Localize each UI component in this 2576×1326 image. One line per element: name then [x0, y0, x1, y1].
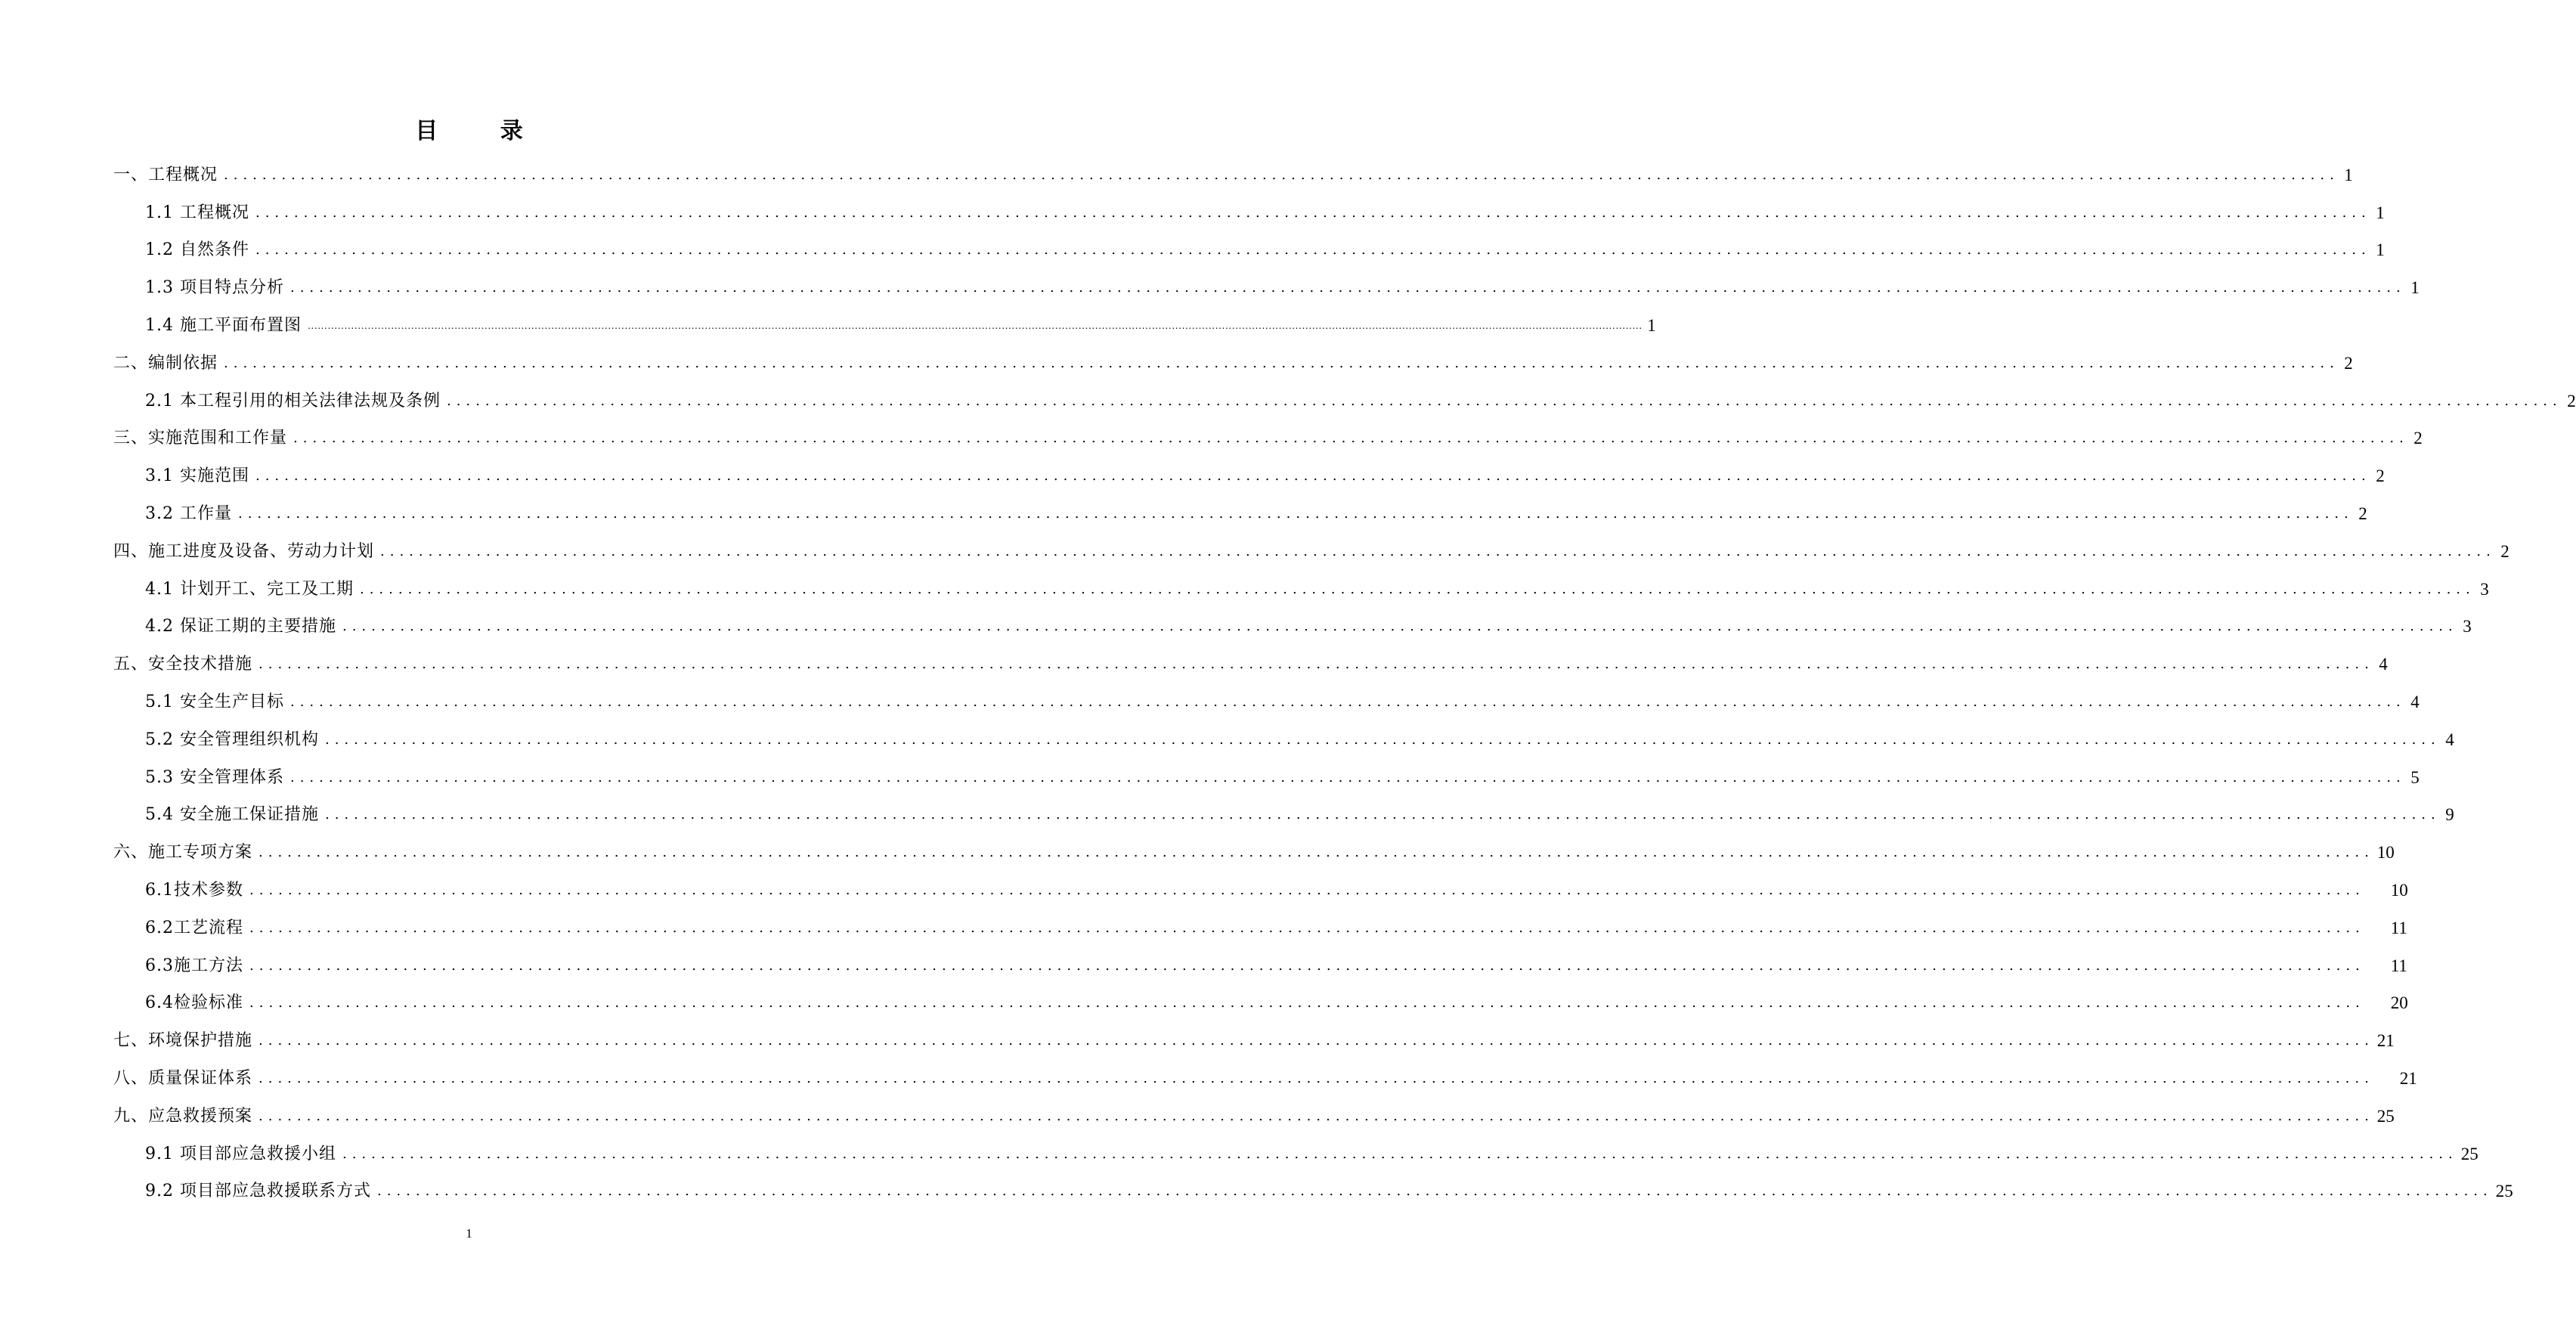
dot-leader: ............................................................................................................................................................................................................................	[359, 581, 2475, 597]
dot-leader: ............................................................................................................................................................................................................................	[259, 1108, 2374, 1124]
toc-entry[interactable]	[113, 683, 2420, 721]
dot-leader: ............................................................................................................................................................................................................................	[324, 731, 2441, 748]
toc-entry[interactable]	[113, 609, 2472, 646]
dot-leader: ............................................................................................................................................................................................................................	[259, 656, 2374, 673]
toc-entry[interactable]	[113, 269, 2420, 307]
toc-entry-page-number: 1	[2376, 203, 2385, 222]
toc-entry[interactable]	[113, 872, 2408, 909]
dot-leader: ............................................................................................................................................................................................................................	[289, 280, 2406, 296]
toc-entry-label: 9.2 项目部应急救援联系方式	[145, 1182, 371, 1201]
dot-leader: ............................................................................................................................................................................................................................	[324, 807, 2441, 823]
dot-leader: ............................................................................................................................................................................................................................	[342, 1145, 2458, 1162]
toc-entry-page-number: 2	[2358, 504, 2367, 524]
toc-entry-page-number: 2	[2500, 541, 2509, 561]
toc-entry-label: 5.2 安全管理组织机构	[145, 730, 319, 749]
toc-entry[interactable]	[113, 1022, 2395, 1060]
toc-entry[interactable]	[113, 1060, 2417, 1098]
toc-entry-label: 1.1 工程概况	[145, 203, 249, 222]
toc-entry-label: 6.2工艺流程	[145, 918, 243, 937]
toc-entry-page-number: 3	[2463, 617, 2472, 637]
toc-entry-page-number: 9	[2445, 805, 2454, 825]
toc-entry[interactable]	[113, 985, 2408, 1023]
toc-entry[interactable]	[113, 345, 2353, 383]
toc-entry-page-number: 2	[2376, 466, 2385, 486]
toc-entry[interactable]	[113, 646, 2388, 683]
dot-leader: ............................................................................................................................................................................................................................	[255, 468, 2371, 485]
toc-entry[interactable]	[113, 834, 2395, 872]
toc-entry-page-number: 3	[2480, 579, 2489, 599]
toc-entry-label: 2.1 本工程引用的相关法律法规及条例	[145, 391, 441, 411]
toc-entry[interactable]	[113, 571, 2489, 609]
toc-entry-page-number: 11	[2390, 918, 2407, 937]
dot-leader: ............................................................................................................................................................................................................................	[259, 1070, 2374, 1087]
toc-entry-page-number: 2	[2567, 391, 2576, 411]
toc-entry[interactable]	[113, 721, 2454, 759]
toc-entry[interactable]	[113, 495, 2367, 533]
toc-entry-label: 五、安全技术措施	[113, 655, 253, 674]
toc-entry-page-number: 25	[2376, 1106, 2395, 1126]
toc-entry-page-number: 4	[2379, 655, 2388, 674]
toc-entry-page-number: 1	[2376, 240, 2385, 260]
table-of-contents	[113, 156, 2576, 1210]
dot-leader: ............................................................................................................................................................................................................................	[249, 957, 2365, 974]
toc-entry-label: 4.2 保证工期的主要措施	[145, 617, 336, 637]
toc-entry-label: 4.1 计划开工、完工及工期	[145, 579, 354, 599]
toc-entry-page-number: 2	[2344, 353, 2353, 373]
toc-entry[interactable]	[113, 1135, 2478, 1173]
toc-entry[interactable]	[113, 232, 2385, 270]
toc-entry-label: 5.1 安全生产目标	[145, 692, 284, 712]
dot-leader: ............................................................................................................................................................................................................................	[380, 543, 2496, 559]
dot-leader: ................................................................................................................................................................................................................................................................................................................................................................................................................	[307, 321, 1643, 332]
toc-entry-label: 1.2 自然条件	[145, 240, 249, 260]
toc-entry[interactable]	[113, 759, 2420, 797]
dot-leader: ............................................................................................................................................................................................................................	[255, 242, 2371, 259]
toc-entry-page-number: 10	[2376, 843, 2395, 863]
toc-entry-page-number: 1	[2410, 278, 2420, 298]
toc-entry-label: 6.1技术参数	[145, 881, 243, 900]
toc-title: 目 录	[415, 118, 550, 144]
dot-leader: ............................................................................................................................................................................................................................	[237, 506, 2354, 522]
toc-entry[interactable]	[113, 420, 2423, 458]
toc-entry[interactable]	[113, 307, 1656, 345]
dot-leader: ............................................................................................................................................................................................................................	[376, 1183, 2493, 1200]
toc-entry[interactable]	[113, 909, 2407, 947]
toc-entry-label: 5.4 安全施工保证措施	[145, 805, 319, 825]
dot-leader: ............................................................................................................................................................................................................................	[249, 919, 2365, 936]
toc-entry[interactable]	[113, 1173, 2513, 1211]
toc-entry-page-number: 21	[2376, 1031, 2395, 1051]
dot-leader: ............................................................................................................................................................................................................................	[289, 694, 2406, 711]
toc-entry-page-number: 2	[2413, 429, 2423, 448]
toc-entry-label: 1.4 施工平面布置图	[145, 316, 302, 336]
toc-entry-label: 6.4检验标准	[145, 993, 243, 1013]
dot-leader: ............................................................................................................................................................................................................................	[259, 844, 2374, 861]
toc-entry-page-number: 4	[2445, 730, 2454, 749]
toc-entry[interactable]	[113, 383, 2576, 420]
toc-entry-label: 二、编制依据	[113, 353, 218, 373]
dot-leader: ............................................................................................................................................................................................................................	[249, 995, 2365, 1012]
toc-entry-page-number: 20	[2390, 993, 2408, 1013]
toc-entry-page-number: 4	[2410, 692, 2420, 712]
toc-entry[interactable]	[113, 194, 2385, 232]
toc-entry[interactable]	[113, 533, 2509, 571]
toc-entry[interactable]	[113, 947, 2407, 985]
dot-leader: ............................................................................................................................................................................................................................	[259, 1033, 2374, 1049]
toc-entry-label: 六、施工专项方案	[113, 843, 253, 863]
toc-entry-label: 9.1 项目部应急救援小组	[145, 1144, 336, 1163]
toc-entry-page-number: 25	[2495, 1182, 2513, 1201]
toc-entry-label: 3.2 工作量	[145, 504, 232, 524]
toc-entry-page-number: 1	[1647, 316, 1656, 336]
toc-entry[interactable]	[113, 457, 2385, 495]
toc-entry-page-number: 11	[2390, 956, 2407, 975]
toc-entry-label: 一、工程概况	[113, 165, 218, 184]
toc-entry-page-number: 10	[2390, 881, 2408, 900]
dot-leader: ............................................................................................................................................................................................................................	[224, 355, 2339, 371]
dot-leader: ............................................................................................................................................................................................................................	[224, 166, 2339, 183]
toc-entry-page-number: 25	[2460, 1144, 2478, 1163]
page-number-footer: 1	[466, 1226, 472, 1241]
toc-entry-page-number: 21	[2399, 1069, 2417, 1089]
toc-entry-label: 3.1 实施范围	[145, 466, 249, 486]
toc-entry-label: 九、应急救援预案	[113, 1106, 253, 1126]
toc-entry-page-number: 1	[2344, 165, 2353, 184]
dot-leader: ............................................................................................................................................................................................................................	[342, 618, 2458, 635]
toc-entry[interactable]	[113, 1098, 2395, 1135]
toc-entry[interactable]	[113, 797, 2454, 835]
toc-entry-label: 四、施工进度及设备、劳动力计划	[113, 541, 375, 561]
dot-leader: ............................................................................................................................................................................................................................	[446, 392, 2562, 409]
toc-entry-label: 三、实施范围和工作量	[113, 429, 288, 448]
dot-leader: ............................................................................................................................................................................................................................	[289, 769, 2406, 785]
toc-entry-label: 6.3施工方法	[145, 956, 243, 975]
toc-entry-page-number: 5	[2410, 767, 2420, 787]
toc-entry-label: 1.3 项目特点分析	[145, 278, 284, 298]
dot-leader: ............................................................................................................................................................................................................................	[255, 204, 2371, 221]
toc-entry-label: 八、质量保证体系	[113, 1069, 253, 1089]
toc-entry[interactable]	[113, 156, 2353, 194]
toc-entry-label: 5.3 安全管理体系	[145, 767, 284, 787]
dot-leader: ............................................................................................................................................................................................................................	[293, 430, 2409, 447]
dot-leader: ............................................................................................................................................................................................................................	[249, 882, 2365, 899]
toc-entry-label: 七、环境保护措施	[113, 1031, 253, 1051]
